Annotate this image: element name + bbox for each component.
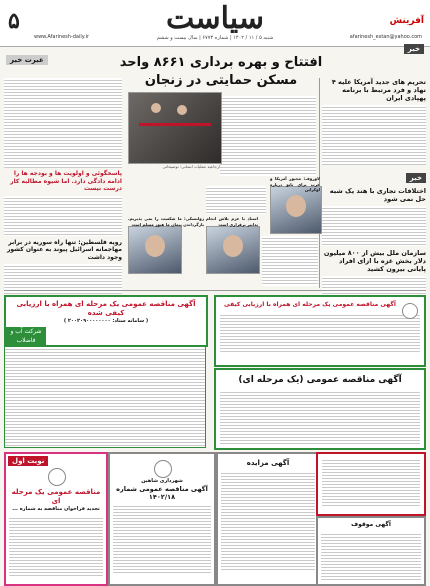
ads-divider xyxy=(4,290,426,291)
ad-tender-2 xyxy=(214,295,426,367)
ad-tender-1 xyxy=(4,295,208,347)
notice-round-badge: نوبت اول xyxy=(8,456,48,466)
left-story-1-title: پاسخگوئی و اولویت ها و بودجه ها را ادامه دادگی دارد. اما شیوه مطالبه کار درست نیست xyxy=(10,170,122,192)
ad-tender-5-title: آگهی مناقصه عمومی شماره ۱۴۰۲/۱۸ xyxy=(116,485,208,501)
org-logo-icon xyxy=(402,303,418,319)
website-url: www.Afarinesh-daily.ir xyxy=(34,34,90,40)
ad-tender-3 xyxy=(214,368,426,450)
ad-tender-5-body xyxy=(113,504,211,574)
ad-notice-7-body xyxy=(321,532,421,580)
section-label-khabar: خبر xyxy=(406,173,426,183)
ad-auction xyxy=(216,452,320,586)
ad-auction-body xyxy=(221,471,315,571)
ad-tender-4 xyxy=(4,452,108,586)
ad-tender-2-title: آگهی مناقصه عمومی یک مرحله ای همراه با ارزیابی کیفی xyxy=(224,301,396,308)
ad-tender-3-body xyxy=(220,390,420,444)
portrait-photo-2 xyxy=(206,226,260,274)
left-story-2-title: رویه فلسطین: تنها راه سوریه در برابر مهاجمانه اسرائیل پیوند به عنوان کشور وجود داشت xyxy=(6,238,122,261)
ribbon xyxy=(139,123,211,126)
ad-tender-1-subtitle: ( سامانه ستاد: ۲۰۰۲۰۹۰۰۰۰۰۰۰۰ ) xyxy=(63,318,149,324)
section-bar xyxy=(0,45,430,64)
page-number: ۵ xyxy=(8,8,20,34)
ad-tender-5 xyxy=(108,452,216,586)
ad-tender-4-body xyxy=(9,516,103,576)
ad-tender-3-title: آگهی مناقصه عمومی (یک مرحله ای) xyxy=(238,375,402,385)
ad-tender-4-title: مناقصه عمومی یک مرحله ای xyxy=(11,488,101,505)
photo-caption-3: استاد با عزم تلاش انجام تدابیر برقراری است xyxy=(206,216,258,227)
issue-dateline: شنبه ۵ / ۱۱ / ۱۴۰۲ | شماره ۶۷۷۳ | سال بیست و ششم xyxy=(156,35,274,41)
left-top-text xyxy=(4,78,122,168)
section-label-right: خبر xyxy=(404,44,424,54)
right-column xyxy=(322,78,426,288)
photo-caption-1: ارجاعیه عملیات انسانی: توضیحاتی xyxy=(162,164,220,169)
ad-tender-4-subtitle: تجدید فراخوان مناقصه به شماره ... xyxy=(12,506,100,512)
main-headline: افتتاح و بهره برداری ۸۶۶۱ واحد مسکن حمایتی در زنجان xyxy=(119,55,323,88)
middle-text-block xyxy=(206,186,266,214)
right-story-2-title: اختلافات تجاری با هند یک شبه حل نمی شود xyxy=(329,187,426,203)
ad-notice-red xyxy=(316,452,426,516)
photo-caption-2: لاوروف: مجبور آمریکا و غرب برای ناتو درباره اوکراین xyxy=(270,176,320,192)
left-story-1-body xyxy=(4,196,122,236)
ad-tender-1-title: آگهی مناقصه عمومی یک مرحله ای همراه با ارزیابی کیفی شده xyxy=(16,300,196,317)
ad-tender-1-body xyxy=(4,346,206,448)
contact-email: afarinesh_estan@yahoo.com xyxy=(349,34,422,40)
paper-logo: آفرینش xyxy=(389,16,424,26)
ad-auction-title: آگهی مزایده xyxy=(246,459,290,467)
ad-tender-1-side: شرکت آب و فاضلاب xyxy=(6,327,46,345)
org-logo-icon-2 xyxy=(48,468,66,486)
ad-tender-5-org: شهرداری شاهین xyxy=(141,478,183,484)
municipality-logo-icon xyxy=(154,460,172,478)
portrait-photo-3 xyxy=(128,226,182,274)
right-story-1-body xyxy=(322,105,426,165)
ad-tender-2-body xyxy=(220,313,420,353)
ribbon-cutting-photo xyxy=(128,92,222,164)
section-label-short-news: عبرت خبر xyxy=(6,55,48,65)
ad-notice-red-body xyxy=(322,458,420,508)
right-story-1-title: تحریم های جدید آمریکا علیه ۴ نهاد و فرد مرتبط با برنامه پهپادی ایران xyxy=(331,78,426,102)
photo-caption-4: زولنسکی: ما شکست را نمی پذیریم. بازگرداندن پیمان ما هنوز مسلم است xyxy=(128,216,204,227)
middle-text-block-2 xyxy=(262,236,318,286)
ad-notice-7 xyxy=(316,516,426,586)
masthead-title: سیاست xyxy=(166,1,264,36)
ad-notice-7-title: آگهی موقوف xyxy=(351,521,391,528)
right-story-2-body xyxy=(322,206,426,246)
portrait-photo-1 xyxy=(270,186,322,234)
masthead-header xyxy=(0,0,430,47)
left-column xyxy=(4,170,122,288)
center-story-text xyxy=(220,96,316,176)
right-story-3-title: سازمان ملل بیش از ۸۰۰ میلیون دلار بخش غزه با ازای افراد پایانی بیرون کشید xyxy=(323,249,426,273)
